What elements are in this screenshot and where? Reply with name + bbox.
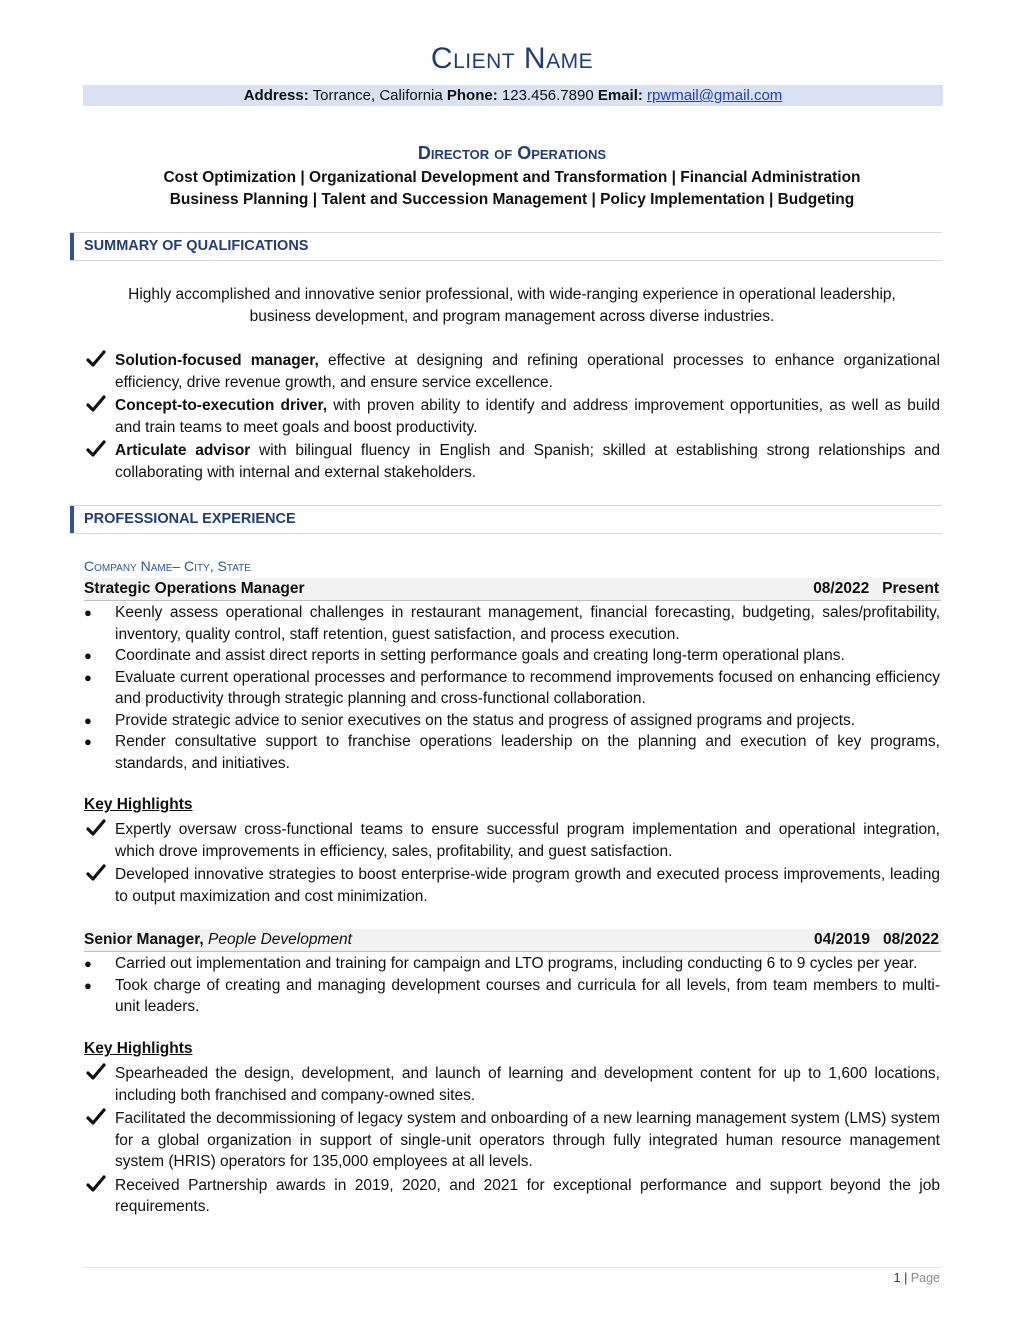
tagline-line-2: Business Planning | Talent and Succession Management | Policy Implementation | Budgeting [169,191,855,208]
email-label: Email: [597,87,643,104]
role-row [84,578,941,601]
list-item: ● Carried out implementation and training for campaign and LTO programs, including conducting 6 to 9 cycles per year. [84,953,940,975]
list-item: Received Partnership awards in 2019, 2020, and 2021 for exceptional performance and support beyond the job requirements. [84,1175,940,1218]
highlights-list [84,819,940,907]
checkmark-icon [86,864,108,882]
section-accent-bar [70,506,74,533]
job-title: Director of Operations [417,143,607,163]
summary-point [84,350,940,393]
list-item: Developed innovative strategies to boost enterprise-wide program growth and executed process improvements, leading to output maximization and cost minimization. [84,864,940,907]
key-highlights-heading: Key Highlights [84,1040,193,1057]
checkmark-icon [86,1108,108,1126]
summary-heading: SUMMARY OF QUALIFICATIONS [84,238,309,254]
experience-heading: PROFESSIONAL EXPERIENCE [84,511,296,527]
checkmark-icon [86,440,108,458]
list-item: ● Coordinate and assist direct reports in setting performance goals and creating long-term operational plans. [84,645,940,667]
bullet-dot-icon: ● [84,648,92,663]
summary-point [84,440,940,483]
footer-separator: | [904,1271,908,1285]
checkmark-icon [86,819,108,837]
tagline-line-1: Cost Optimization | Organizational Development and Transformation | Financial Administration [163,169,861,186]
role-bullets-list [84,602,940,774]
checkmark-icon [86,1063,108,1081]
address-label: Address: [243,87,309,104]
bullet-dot-icon: ● [84,712,92,728]
summary-section-header [70,232,942,261]
phone-label: Phone: [446,87,498,104]
checkmark-icon [86,350,108,368]
list-item: ● Keenly assess operational challenges in restaurant management, financial forecasting, budgeting, sales/profitability, inventory, quality control, staff retention, guest satisfaction, and process execution. [84,604,940,643]
summary-point-text: effective at designing and refining operational processes to enhance organizational efficiency, drive revenue growth, and ensure service excellence. [115,352,940,391]
list-item: Expertly oversaw cross-functional teams to ensure successful program implementation and operational integration, which drove improvements in efficiency, sales, profitability, and guest satisfaction. [84,819,940,862]
role-dates: 04/2019 08/2022 [814,931,939,948]
email-link[interactable]: rpwmail@gmail.com [647,87,783,104]
role-title: Senior Manager, People Development [84,931,352,948]
list-item: ● Evaluate current operational processes and performance to recommend improvements focused on enhancing efficiency and productivity through strategic planning and cross-functional collaboration. [84,668,940,707]
client-name: Client Name [430,42,594,75]
list-item: Spearheaded the design, development, and launch of learning and development content for up to 1,600 locations, including both franchised and company-owned sites. [84,1063,940,1106]
key-highlights-heading: Key Highlights [84,796,193,813]
page-label: Page [910,1271,940,1285]
role-title: Strategic Operations Manager [84,580,305,597]
bullet-dot-icon: ● [84,956,92,971]
summary-paragraph: Highly accomplished and innovative senior professional, with wide-ranging experience in operational leadership, business development, and program management across diverse industries. [128,286,896,325]
role-bullets-list [84,953,940,1018]
bullet-dot-icon: ● [84,734,92,749]
list-item: Facilitated the decommissioning of legacy system and onboarding of a new learning management system (LMS) system for a global organization in support of single-unit operators through fully integrated human resource management system (HRIS) operators for 135,000 employees at all levels. [84,1108,940,1173]
summary-point-bold: Articulate advisor [115,442,251,459]
summary-point-text: with proven ability to identify and address improvement opportunities, as well as build and train teams to meet goals and boost productivity. [115,397,940,436]
list-item: ● Took charge of creating and managing development courses and curricula for all levels, from team members to multi-unit leaders. [84,976,940,1015]
contact-bar [83,85,943,106]
experience-section-header [70,505,942,534]
address-value: Torrance, California [312,87,443,104]
summary-point-bold: Concept-to-execution driver, [115,397,328,414]
bullet-dot-icon: ● [84,977,92,993]
checkmark-icon [86,1175,108,1193]
summary-point-bold: Solution-focused manager, [115,352,319,369]
role-dates: 08/2022 Present [813,580,939,597]
summary-point-text: with bilingual fluency in English and Spanish; skilled at establishing strong relationships and collaborating with internal and external stakeholders. [115,442,941,481]
list-item: ● Provide strategic advice to senior executives on the status and progress of assigned programs and projects. [84,710,940,732]
summary-point [84,395,940,438]
page-number: 1 [893,1271,901,1285]
section-accent-bar [70,233,74,260]
page-footer [894,1271,940,1285]
phone-value: 123.456.7890 [501,87,594,104]
role-row [84,929,941,952]
summary-points-list [84,350,940,483]
bullet-dot-icon: ● [84,669,92,685]
footer-divider [83,1267,942,1268]
list-item: ● Render consultative support to franchise operations leadership on the planning and execution of key programs, standards, and initiatives. [84,733,940,772]
highlights-list [84,1063,940,1218]
bullet-dot-icon: ● [84,605,92,620]
checkmark-icon [86,395,108,413]
company-name: Company Name– City, State [84,558,251,574]
